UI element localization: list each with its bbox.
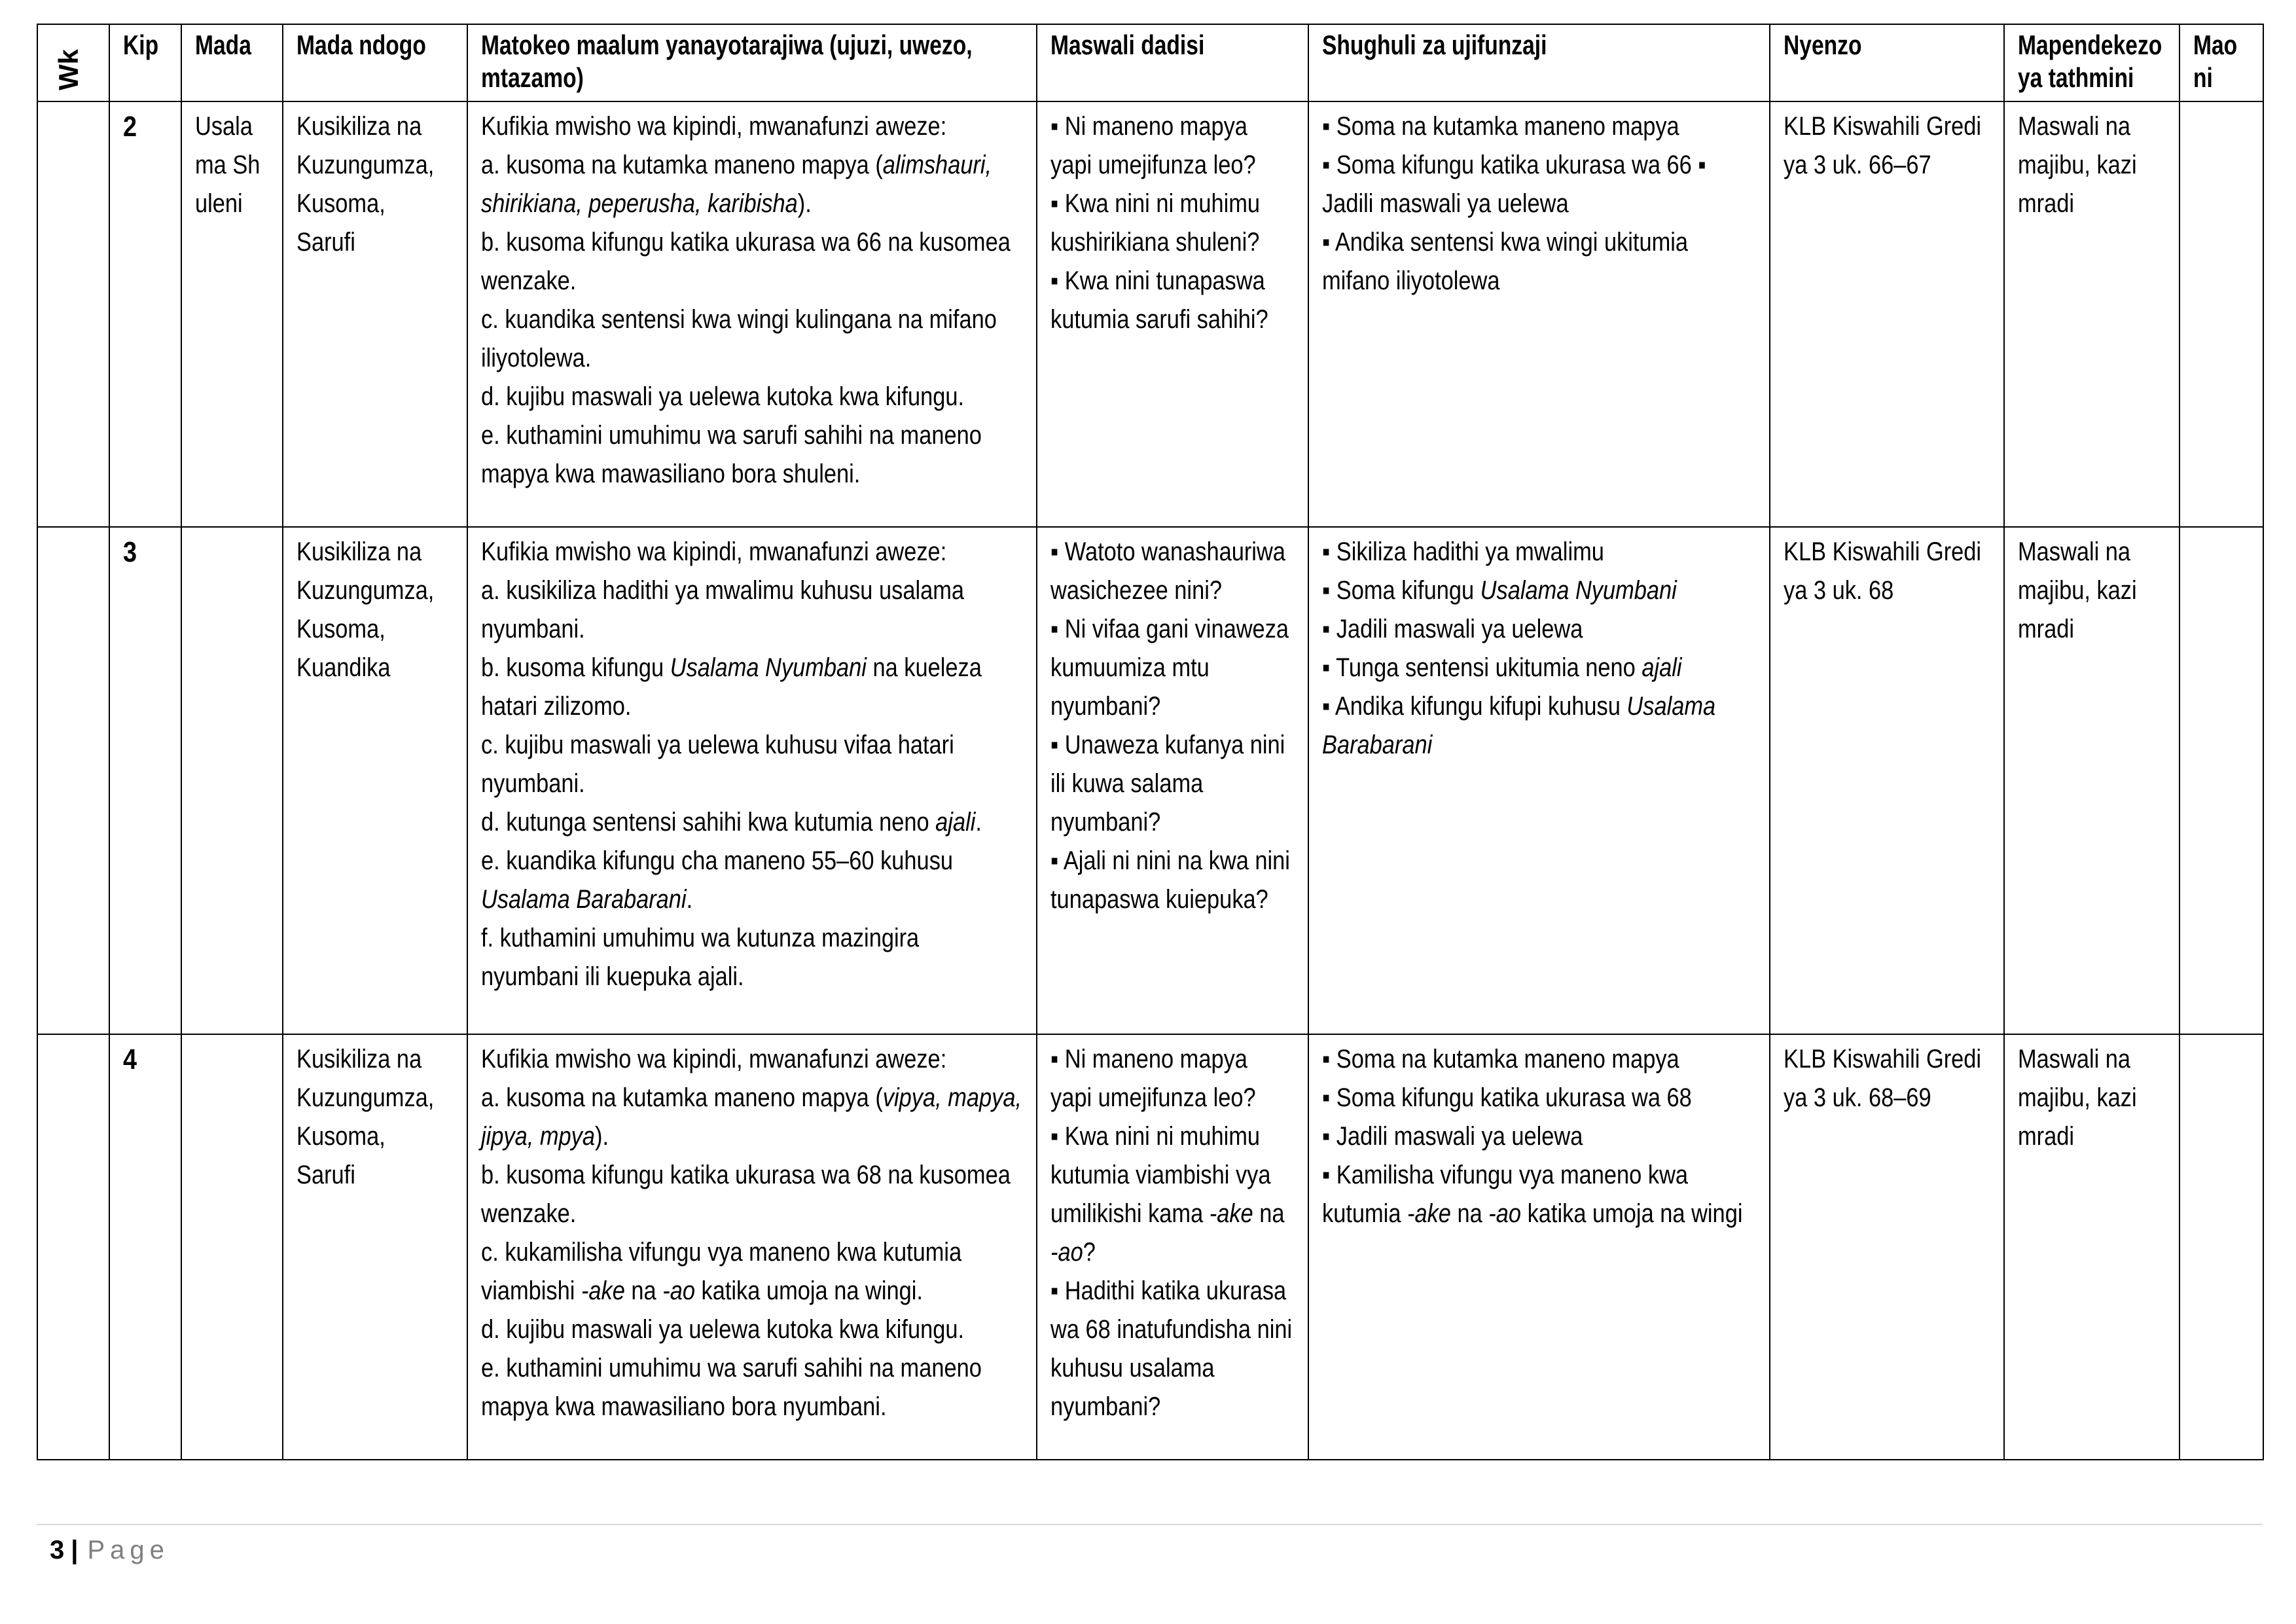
cell-tathmini: Maswali na majibu, kazi mradi xyxy=(2004,1034,2179,1460)
cell-maoni xyxy=(2179,101,2263,527)
header-shughuli: Shughuli za ujifunzaji xyxy=(1308,24,1770,101)
header-row xyxy=(37,24,2263,101)
cell-matokeo: Kufikia mwisho wa kipindi, mwanafunzi aweze: a. kusoma na kutamka maneno mapya (vipya, mapya, jipya, mpya). b. kusoma kifungu katika ukurasa wa 68 na kusomea wenzake. c. kukamilisha vifungu vya maneno kwa kutumia viambishi -ake na -ao katika umoja na wingi. d. kujibu maswali ya uelewa kutoka kwa kifungu. e. kuthamini umuhimu wa sarufi sahihi na maneno mapya kwa mawasiliano bora nyumbani. xyxy=(467,1034,1037,1460)
cell-kip: 3 xyxy=(109,527,181,1034)
page-number: 3 xyxy=(50,1536,65,1564)
header-mada-ndogo: Mada ndogo xyxy=(283,24,467,101)
cell-nyenzo: KLB Kiswahili Gredi ya 3 uk. 68 xyxy=(1770,527,2004,1034)
cell-maoni xyxy=(2179,527,2263,1034)
page-separator: | xyxy=(71,1536,79,1564)
header-kip: Kip xyxy=(109,24,181,101)
cell-maswali: ▪ Ni maneno mapya yapi umejifunza leo? ▪ Kwa nini ni muhimu kushirikiana shuleni? ▪ Kwa nini tunapaswa kutumia sarufi sahihi? xyxy=(1037,101,1308,527)
table-row xyxy=(37,101,2263,527)
cell-mada-ndogo: Kusikiliza na Kuzungumza, Kusoma, Sarufi xyxy=(283,101,467,527)
cell-mada-ndogo: Kusikiliza na Kuzungumza, Kusoma, Kuandika xyxy=(283,527,467,1034)
header-wk xyxy=(37,24,109,101)
cell-maswali: ▪ Watoto wanashauriwa wasichezee nini? ▪ Ni vifaa gani vinaweza kumuumiza mtu nyumbani? ▪ Unaweza kufanya nini ili kuwa salama nyumbani? ▪ Ajali ni nini na kwa nini tunapaswa kuiepuka? xyxy=(1037,527,1308,1034)
cell-wk xyxy=(37,101,109,527)
cell-mada xyxy=(181,1034,283,1460)
header-mapendekezo: Mapendekezo ya tathmini xyxy=(2004,24,2179,101)
cell-mada: Usalama Shuleni xyxy=(181,101,283,527)
cell-wk xyxy=(37,1034,109,1460)
cell-tathmini: Maswali na majibu, kazi mradi xyxy=(2004,101,2179,527)
cell-mada-ndogo: Kusikiliza na Kuzungumza, Kusoma, Sarufi xyxy=(283,1034,467,1460)
header-matokeo: Matokeo maalum yanayotarajiwa (ujuzi, uwezo, mtazamo) xyxy=(467,24,1037,101)
cell-kip: 4 xyxy=(109,1034,181,1460)
cell-shughuli: ▪ Soma na kutamka maneno mapya ▪ Soma kifungu katika ukurasa wa 66 ▪ Jadili maswali ya uelewa ▪ Andika sentensi kwa wingi ukitumia mifano iliyotolewa xyxy=(1308,101,1770,527)
footer-divider xyxy=(37,1524,2263,1525)
header-maoni: Maoni xyxy=(2179,24,2263,101)
header-mada: Mada xyxy=(181,24,283,101)
header-wk-label: Wk xyxy=(53,49,84,90)
cell-kip: 2 xyxy=(109,101,181,527)
table-row xyxy=(37,1034,2263,1460)
table-row xyxy=(37,527,2263,1034)
page-footer xyxy=(50,1536,170,1565)
header-maswali: Maswali dadisi xyxy=(1037,24,1308,101)
cell-mada xyxy=(181,527,283,1034)
cell-shughuli: ▪ Soma na kutamka maneno mapya ▪ Soma kifungu katika ukurasa wa 68 ▪ Jadili maswali ya uelewa ▪ Kamilisha vifungu vya maneno kwa kutumia -ake na -ao katika umoja na wingi xyxy=(1308,1034,1770,1460)
page-label: Page xyxy=(87,1536,170,1564)
cell-matokeo: Kufikia mwisho wa kipindi, mwanafunzi aweze: a. kusikiliza hadithi ya mwalimu kuhusu usalama nyumbani. b. kusoma kifungu Usalama Nyumbani na kueleza hatari zilizomo. c. kujibu maswali ya uelewa kuhusu vifaa hatari nyumbani. d. kutunga sentensi sahihi kwa kutumia neno ajali. e. kuandika kifungu cha maneno 55–60 kuhusu Usalama Barabarani. f. kuthamini umuhimu wa kutunza mazingira nyumbani ili kuepuka ajali. xyxy=(467,527,1037,1034)
cell-nyenzo: KLB Kiswahili Gredi ya 3 uk. 66–67 xyxy=(1770,101,2004,527)
cell-matokeo: Kufikia mwisho wa kipindi, mwanafunzi aweze: a. kusoma na kutamka maneno mapya (alimshauri, shirikiana, peperusha, karibisha). b. kusoma kifungu katika ukurasa wa 66 na kusomea wenzake. c. kuandika sentensi kwa wingi kulingana na mifano iliyotolewa. d. kujibu maswali ya uelewa kutoka kwa kifungu. e. kuthamini umuhimu wa sarufi sahihi na maneno mapya kwa mawasiliano bora shuleni. xyxy=(467,101,1037,527)
cell-maoni xyxy=(2179,1034,2263,1460)
scheme-of-work-table xyxy=(37,24,2264,1460)
cell-shughuli: ▪ Sikiliza hadithi ya mwalimu ▪ Soma kifungu Usalama Nyumbani ▪ Jadili maswali ya uelewa ▪ Tunga sentensi ukitumia neno ajali ▪ Andika kifungu kifupi kuhusu Usalama Barabarani xyxy=(1308,527,1770,1034)
cell-nyenzo: KLB Kiswahili Gredi ya 3 uk. 68–69 xyxy=(1770,1034,2004,1460)
cell-maswali: ▪ Ni maneno mapya yapi umejifunza leo? ▪ Kwa nini ni muhimu kutumia viambishi vya umilikishi kama -ake na -ao? ▪ Hadithi katika ukurasa wa 68 inatufundisha nini kuhusu usalama nyumbani? xyxy=(1037,1034,1308,1460)
cell-wk xyxy=(37,527,109,1034)
header-nyenzo: Nyenzo xyxy=(1770,24,2004,101)
cell-tathmini: Maswali na majibu, kazi mradi xyxy=(2004,527,2179,1034)
